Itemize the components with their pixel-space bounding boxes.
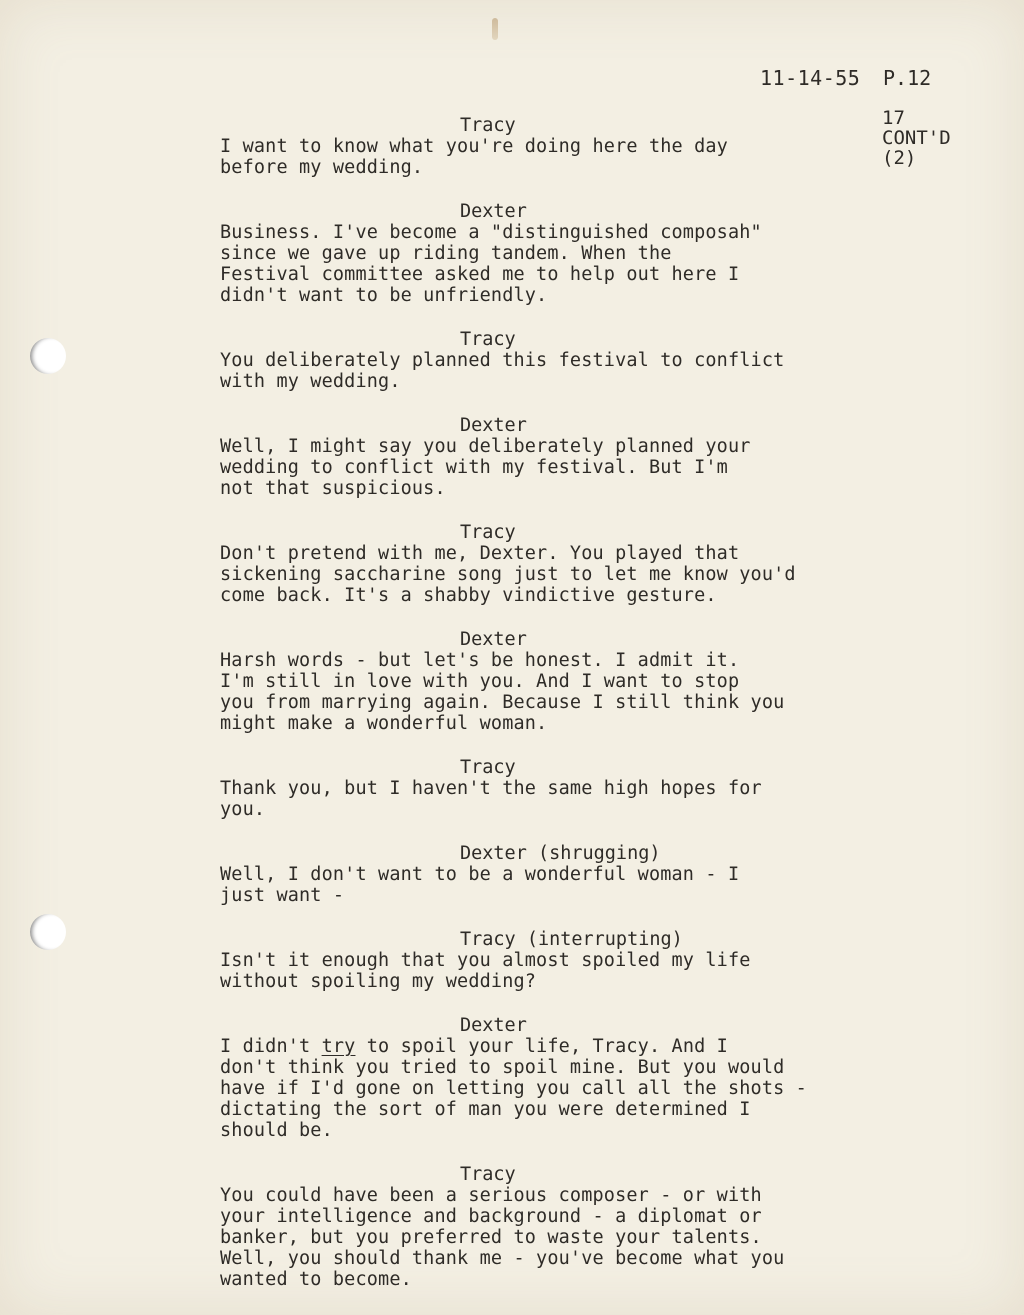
dialogue-line: just want - — [220, 885, 345, 906]
dialogue-line: Festival committee asked me to help out here I — [220, 264, 740, 285]
dialogue-line: Thank you, but I haven't the same high hopes for — [220, 778, 762, 799]
binder-hole-top — [30, 338, 66, 374]
dialogue-line: Well, I might say you deliberately planned your — [220, 436, 751, 457]
dialogue-speech — [220, 930, 860, 992]
speaker-name: Tracy (interrupting) — [460, 929, 683, 950]
dialogue-line: I'm still in love with you. And I want to stop — [220, 671, 740, 692]
dialogue-speech — [220, 330, 860, 392]
dialogue-speech — [220, 523, 860, 606]
dialogue-line: didn't want to be unfriendly. — [220, 285, 548, 306]
dialogue-line: Don't pretend with me, Dexter. You played that — [220, 543, 740, 564]
dialogue-line: you. — [220, 799, 266, 820]
dialogue-line: have if I'd gone on letting you call all the shots - — [220, 1078, 807, 1099]
speaker-name: Dexter — [460, 629, 527, 650]
dialogue-line: wanted to become. — [220, 1269, 412, 1290]
dialogue-line: You could have been a serious composer - or with — [220, 1185, 762, 1206]
dialogue-line: before my wedding. — [220, 157, 424, 178]
dialogue-line: with my wedding. — [220, 371, 401, 392]
dialogue-line: wedding to conflict with my festival. But I'm — [220, 457, 728, 478]
dialogue-speech — [220, 202, 860, 306]
dialogue-line: you from marrying again. Because I still think you — [220, 692, 785, 713]
dialogue-line: should be. — [220, 1120, 333, 1141]
dialogue-line: your intelligence and background - a diplomat or — [220, 1206, 762, 1227]
scene-part: (2) — [882, 147, 917, 169]
scene-marker — [882, 108, 951, 168]
scene-continued: CONT'D — [882, 127, 951, 149]
dialogue-speech — [220, 116, 860, 178]
dialogue-line: come back. It's a shabby vindictive gesture. — [220, 585, 717, 606]
speaker-name: Tracy — [460, 1164, 516, 1185]
dialogue-line: might make a wonderful woman. — [220, 713, 548, 734]
dialogue-line: I want to know what you're doing here the day — [220, 136, 728, 157]
dialogue-line: without spoiling my wedding? — [220, 971, 537, 992]
scene-number: 17 — [882, 107, 905, 129]
speaker-name: Tracy — [460, 329, 516, 350]
dialogue-line: Harsh words - but let's be honest. I admit it. — [220, 650, 740, 671]
dialogue-speech — [220, 1016, 860, 1141]
dialogue-speech — [220, 758, 860, 820]
dialogue-line: banker, but you preferred to waste your talents. — [220, 1227, 762, 1248]
speaker-name: Tracy — [460, 522, 516, 543]
dialogue-speech — [220, 630, 860, 734]
dialogue-speech — [220, 416, 860, 499]
dialogue-line: Isn't it enough that you almost spoiled my life — [220, 950, 751, 971]
speaker-name: Dexter (shrugging) — [460, 843, 661, 864]
dialogue-line: You deliberately planned this festival to conflict — [220, 350, 785, 371]
dialogue-line: Well, I don't want to be a wonderful woman - I — [220, 864, 740, 885]
speaker-name: Dexter — [460, 415, 527, 436]
speaker-name: Dexter — [460, 201, 527, 222]
revision-date: 11-14-55 — [760, 66, 861, 90]
dialogue-line: sickening saccharine song just to let me know you'd — [220, 564, 796, 585]
dialogue-line: I didn't try to spoil your life, Tracy. And I — [220, 1036, 728, 1057]
binder-hole-bottom — [30, 914, 66, 950]
dialogue-line: not that suspicious. — [220, 478, 446, 499]
dialogue-line: dictating the sort of man you were determined I — [220, 1099, 751, 1120]
dialogue-line: Well, you should thank me - you've become what you — [220, 1248, 785, 1269]
speaker-name: Dexter — [460, 1015, 527, 1036]
speaker-name: Tracy — [460, 757, 516, 778]
dialogue-line: Business. I've become a "distinguished composah" — [220, 222, 762, 243]
dialogue-speech — [220, 844, 860, 906]
staple-mark — [492, 18, 498, 40]
speaker-name: Tracy — [460, 115, 516, 136]
dialogue-block — [220, 116, 860, 1314]
page-number: P.12 — [883, 66, 932, 90]
dialogue-line: don't think you tried to spoil mine. But you would — [220, 1057, 785, 1078]
dialogue-speech — [220, 1165, 860, 1290]
dialogue-line: since we gave up riding tandem. When the — [220, 243, 672, 264]
